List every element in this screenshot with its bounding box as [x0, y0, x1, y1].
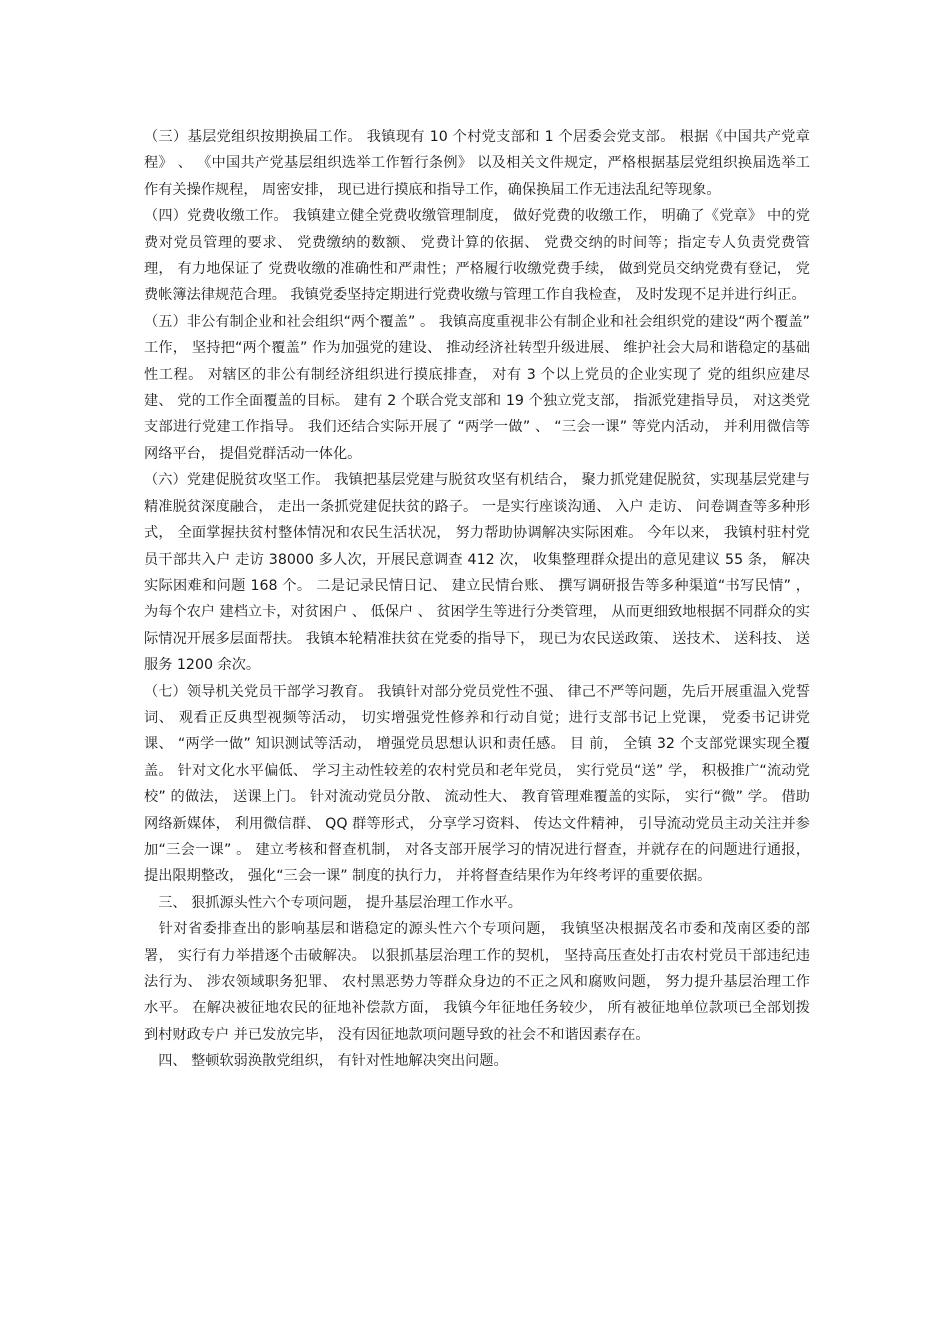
paragraph-grassroots-governance: 针对省委排查出的影响基层和谐稳定的源头性六个专项问题， 我镇坚决根据茂名市委和茂南区委的部署， 实行有力举措逐个击破解决。 以狠抓基层治理工作的契机， 坚持高压查处打击农村党员干部违纪违法行为、 涉农领域职务犯罪、 农村黑恶势力等群众身边的不正之风和腐败问题， 努力提升基层治理工作水平。 在解决被征地农民的征地补偿款方面， 我镇今年征地任务较少， 所有被征地单位款项已全部划拨到村财政专户 并已发放完毕， 没有因征地款项问题导致的社会不和谐因素存在。	[144, 921, 810, 1043]
paragraph-two-coverages: （五）非公有制企业和社会组织“两个覆盖” 。 我镇高度重视非公有制企业和社会组织党的建设“两个覆盖” 工作， 坚持把“两个覆盖” 作为加强党的建设、 推动经济社转型升级进展、 维护社会大局和谐稳定的基础性工程。 对辖区的非公有制经济组织进行摸底排查， 对有 3 个以上党员的企业实现了 党的组织应建尽建、 党的工作全面覆盖的目标。 建有 2 个联合党支部和 19 个独立党支部， 指派党建指导员， 对这类党支部进行党建工作指导。 我们还结合实际开展了 “两学一做” 、 “三会一课” 等党内活动， 并利用微信等网络平台， 提倡党群活动一体化。	[144, 313, 810, 462]
document-body	[144, 124, 810, 1075]
paragraph-cadre-education: （七）领导机关党员干部学习教育。 我镇针对部分党员党性不强、 律己不严等问题，先后开展重温入党誓词、 观看正反典型视频等活动， 切实增强党性修养和行动自觉；进行支部书记上党课， 党委书记讲党课、 “两学一做” 知识测试等活动， 增强党员思想认识和责任感。 目 前， 全镇 32 个支部党课实现全覆盖。 针对文化水平偏低、 学习主动性较差的农村党员和老年党员， 实行党员“送” 学， 积极推广“流动党校” 的做法， 送课上门。 针对流动党员分散、 流动性大、 教育管理难覆盖的实际， 实行“微” 学。 借助网络新媒体， 利用微信群、 QQ 群等形式， 分享学习资料、 传达文件精神， 引导流动党员主动关注并参加“三会一课” 。 建立考核和督查机制， 对各支部开展学习的情况进行督查，并就存在的问题进行通报， 提出限期整改， 强化“三会一课” 制度的执行力， 并将督查结果作为年终考评的重要依据。	[144, 683, 810, 885]
heading-section-four: 四、 整顿软弱涣散党组织， 有针对性地解决突出问题。	[144, 1053, 508, 1070]
heading-section-three: 三、 狠抓源头性六个专项问题， 提升基层治理工作水平。	[144, 894, 522, 911]
paragraph-party-dues: （四）党费收缴工作。 我镇建立健全党费收缴管理制度， 做好党费的收缴工作， 明确了《党章》 中的党费对党员管理的要求、 党费缴纳的数额、 党费计算的依据、 党费交纳的时间等；指定专人负责党费管理， 有力地保证了 党费收缴的准确性和严肃性；严格履行收缴党费手续， 做到党员交纳党费有登记， 党费帐簿法律规范合理。 我镇党委坚持定期进行党费收缴与管理工作自我检查， 及时发现不足并进行纠正。	[144, 208, 810, 304]
paragraph-party-election: （三）基层党组织按期换届工作。 我镇现有 10 个村党支部和 1 个居委会党支部。 根据《中国共产党章程》 、 《中国共产党基层组织选举工作暂行条例》 以及相关文件规定，严格根据基层党组织换届选举工作有关操作规程， 周密安排， 现已进行摸底和指导工作，确保换届工作无违法乱纪等现象。	[144, 129, 810, 198]
paragraph-poverty-alleviation: （六）党建促脱贫攻坚工作。 我镇把基层党建与脱贫攻坚有机结合， 聚力抓党建促脱贫，实现基层党建与精准脱贫深度融合， 走出一条抓党建促扶贫的路子。 一是实行座谈沟通、 入户 走访、 问卷调查等多种形式， 全面掌握扶贫村整体情况和农民生活状况， 努力帮助协调解决实际困难。 今年以来， 我镇村驻村党员干部共入户 走访 38000 多人次，开展民意调查 412 次， 收集整理群众提出的意见建议 55 条， 解决实际困难和问题 168 个。 二是记录民情日记、 建立民情台账、 撰写调研报告等多种渠道“书写民情” ， 为每个农户 建档立卡，对贫困户 、 低保户 、 贫困学生等进行分类管理， 从而更细致地根据不同群众的实际情况开展多层面帮扶。 我镇本轮精准扶贫在党委的指导下， 现已为农民送政策、 送技术、 送科技、 送服务 1200 余次。	[144, 472, 810, 674]
